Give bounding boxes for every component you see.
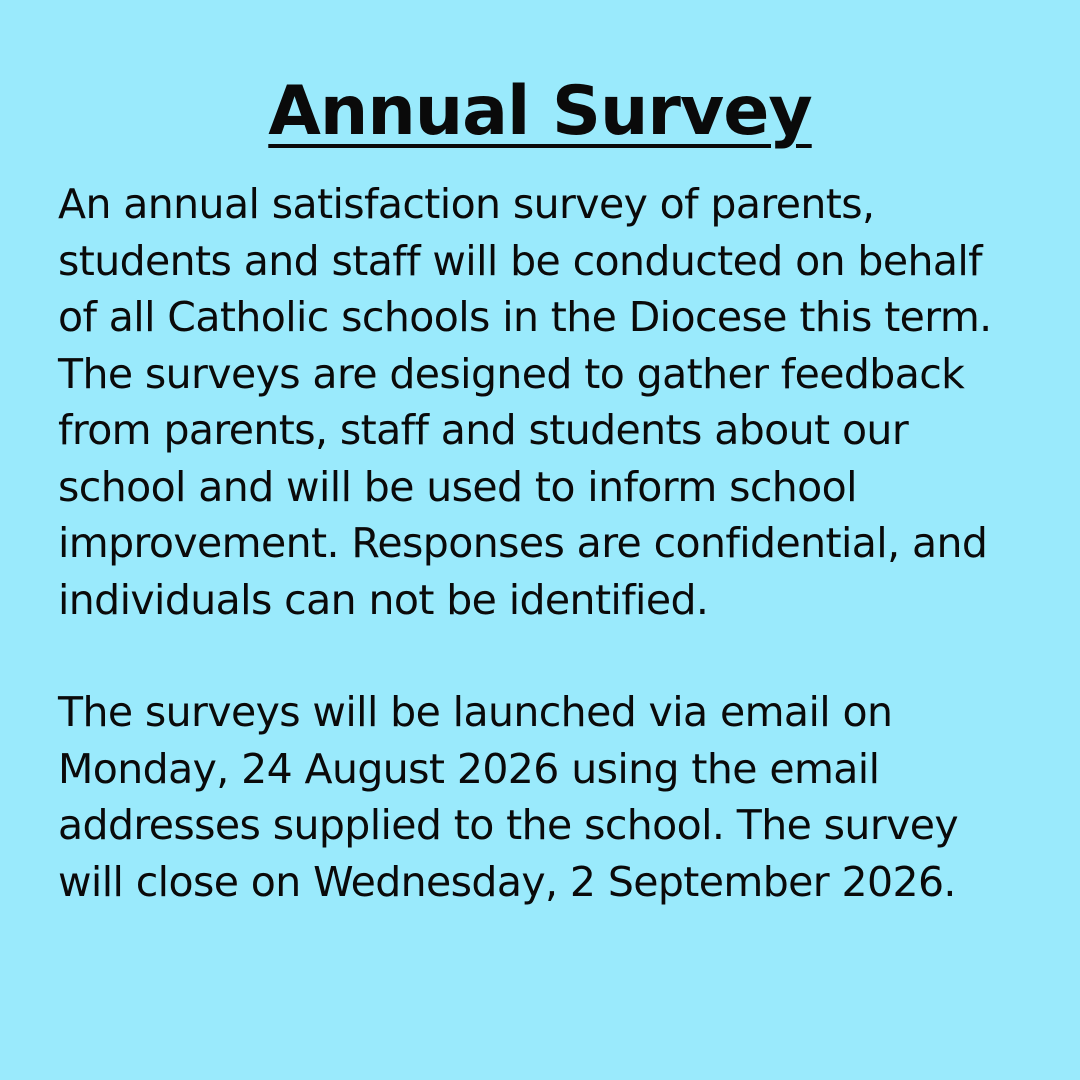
survey-description-paragraph: An annual satisfaction survey of parents, students and staff will be conducted on behalf of all Catholic schools in the Diocese this term. The surveys are designed to gather feedback from parents, staff and students about our school and will be used to inform school improvement. Responses are confidential, and individuals can not be identified. bbox=[58, 180, 992, 624]
page-title-text: Annual Survey bbox=[268, 72, 812, 151]
page-title bbox=[58, 0, 1022, 152]
survey-dates-paragraph: The surveys will be launched via email on Monday, 24 August 2026 using the email addresses supplied to the school. The survey will close on Wednesday, 2 September 2026. bbox=[58, 688, 959, 906]
